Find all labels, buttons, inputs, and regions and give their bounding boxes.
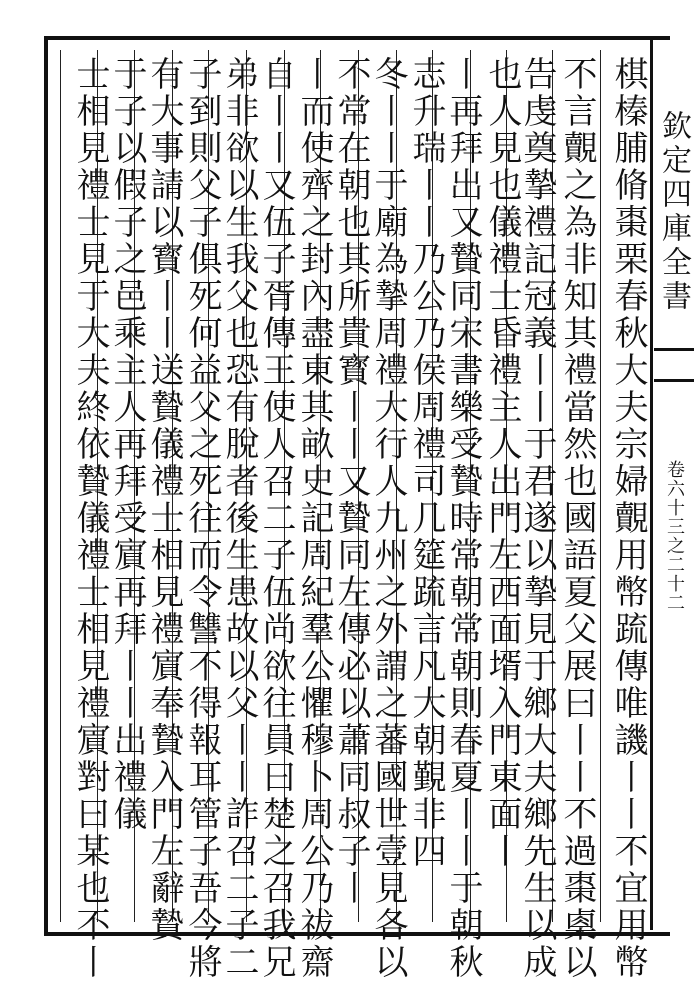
text-column: 冬丨丨于廟為摯周禮大行人九州之外謂之蕃國世壹見各以	[368, 56, 408, 981]
text-column: 告虔奠摯禮記冠義丨丨于君遂以摯見于鄉大夫鄉先生以成	[517, 56, 557, 981]
text-column: 有大事請以寳丨丨送贄儀禮士相見禮賔奉贄入門左辭贄	[144, 56, 184, 944]
text-column: 士相見禮士見于大夫終依贄儀禮士相見禮賔對曰某也不丨	[70, 56, 110, 981]
text-column: 丨其丨注以將不親答也於丨不敢見固以請又劉敞補亡	[44, 56, 45, 148]
margin-strip	[650, 40, 694, 930]
text-column: 不常在朝也其所貴寳丨丨又贄同左傳必以蕭同叔子丨	[331, 56, 371, 907]
text-column: 不言覿之為非知其禮當然也國語夏父展曰丨丨不過棗㮚以	[557, 56, 597, 981]
text-column: 于子以假子之邑乘主人再拜受賔再拜丨丨出禮儀	[107, 56, 147, 833]
volume-reference: 卷六十三之二十二	[664, 460, 685, 612]
text-column: 也人見也儀禮士昏禮主人出門左西面壻入門東面丨	[482, 56, 522, 870]
book-title: 欽定四庫全書	[656, 110, 691, 314]
text-column: 自丨丨又伍子胥傳王使人召二子伍尚欲往員曰楚之召我兄	[256, 56, 296, 981]
text-column: 子到則父子俱死何益父之死往而令讐不得報耳管子吾今將	[182, 56, 222, 981]
text-column: 丨而使齊之封內盡東其畝史記周紀羣公懼穆卜周公乃祓齋	[294, 56, 334, 981]
fishtail-mark	[654, 348, 694, 382]
text-column: 志升瑞丨丨乃公乃侯周禮司几筵䟽言凡大朝覲非四	[406, 56, 446, 870]
text-column: 弟非欲以生我父也恐有脫者後生患故以父丨丨詐召二子二	[219, 56, 259, 981]
column-rule	[600, 50, 601, 922]
text-column: 丨再拜出又贄同宋書樂受贄時常朝常朝則春夏丨丨于朝秋	[443, 56, 483, 981]
text-column: 棋榛脯脩棗栗春秋大夫宗婦覿用幣䟽傳唯譏丨丨不宜用幣	[608, 56, 648, 981]
